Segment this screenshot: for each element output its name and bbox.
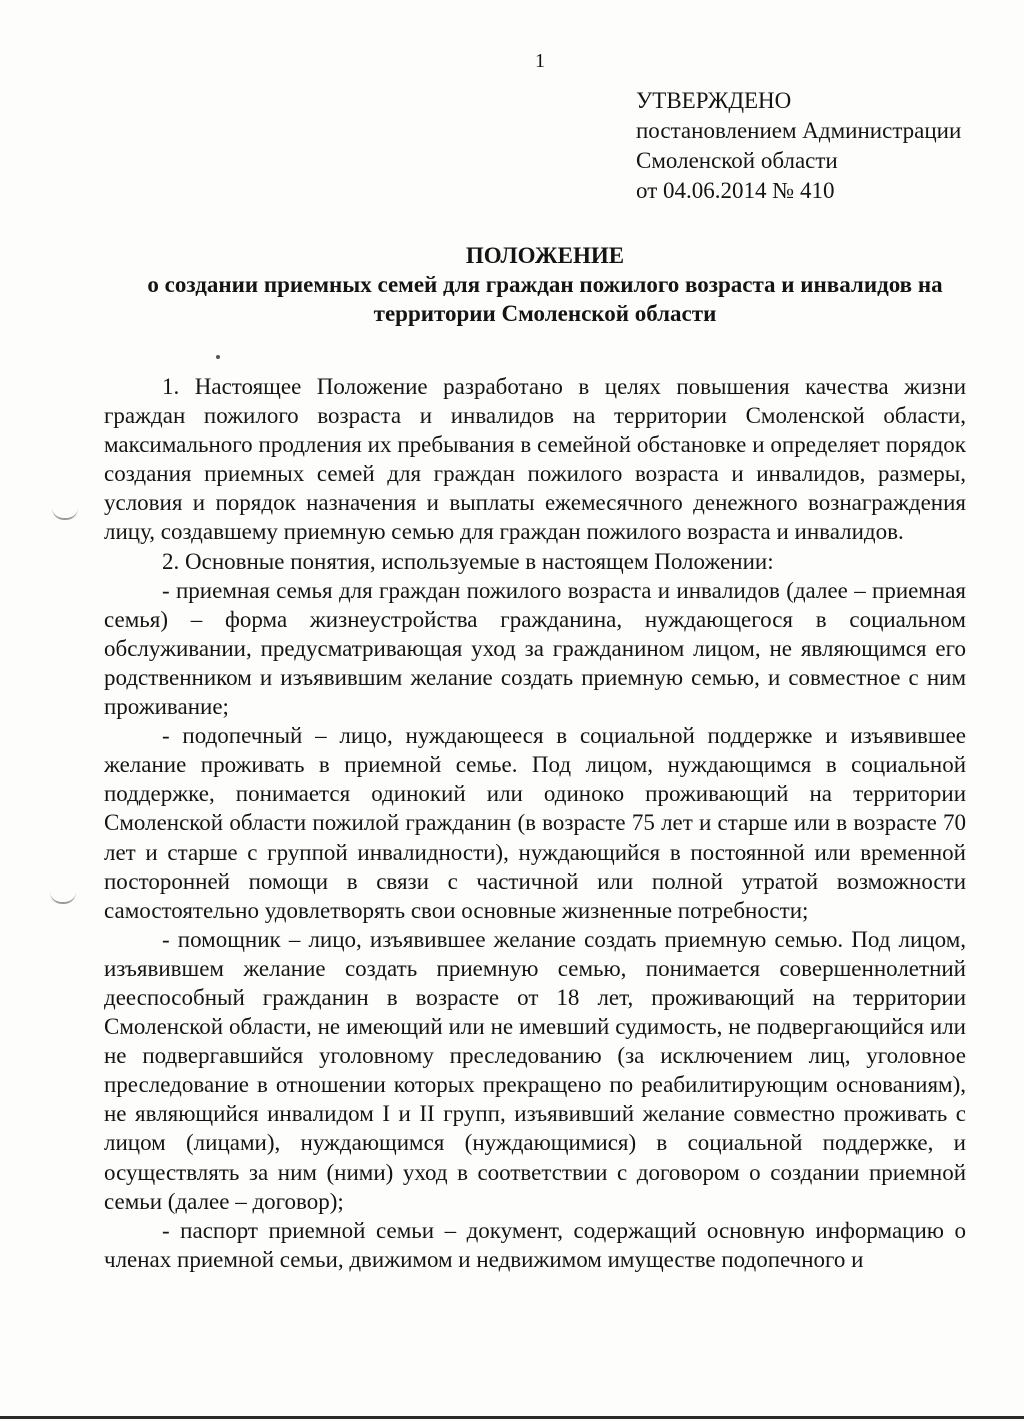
paragraph-definition-ward: - подопечный – лицо, нуждающееся в социальной поддержке и изъявившее желание проживать в приемной семье. Под лицом, нуждающимся в социальной поддержке, понимается одинокий или одиноко проживающий на территории Смоленской области пожилой гражданин (в возрасте 75 лет и старше или в возрасте 70 лет и старше с группой инвалидности), нуждающийся в постоянной или временной посторонней помощи в связи с частичной или полной утратой возможности самостоятельно удовлетворять свои основные жизненные потребности; — [104, 723, 966, 923]
approval-heading: УТВЕРЖДЕНО — [636, 88, 792, 113]
paragraph-definition-passport: - паспорт приемной семьи – документ, содержащий основную информацию о членах приемной семьи, движимом и недвижимом имуществе подопечного и — [104, 1217, 966, 1272]
title-subject-line-1: о создании приемных семей для граждан пожилого возраста и инвалидов на — [147, 272, 943, 297]
document-title — [100, 241, 990, 328]
hole-punch-mark-lower — [50, 892, 76, 904]
paragraph-2: 2. Основные понятия, используемые в настоящем Положении: — [162, 548, 774, 574]
paragraph-definition-assistant: - помощник – лицо, изъявившее желание создать приемную семью. Под лицом, изъявившем желание создать приемную семью, понимается совершеннолетний дееспособный гражданин в возрасте от 18 лет, проживающий на территории Смоленской области, не имеющий или не имевший судимость, не подвергающийся или не подвергавшийся уголовному преследованию (за исключением лиц, уголовное преследование в отношении которых прекращено по реабилитирующим основаниям), не являющийся инвалидом I и II групп, изъявивший желание совместно проживать с лицом (лицами), нуждающимся (нуждающимися) в социальной поддержке, и осуществлять за ним (ними) уход в соответствии с договором о создании приемной семьи (далее – договор); — [104, 926, 966, 1214]
scan-dot-mark — [216, 355, 220, 359]
scan-bottom-edge — [0, 1416, 1024, 1419]
approval-region: Смоленской области — [636, 148, 838, 173]
paragraph-definition-foster-family: - приемная семья для граждан пожилого возраста и инвалидов (далее – приемная семья) – форма жизнеустройства гражданина, нуждающегося в социальном обслуживании, предусматривающая уход за гражданином лицом, не являющимся его родственником и изъявившим желание создать приемную семью, и совместное с ним проживание; — [104, 577, 966, 720]
approval-issuer: постановлением Администрации — [636, 118, 962, 143]
approval-date-number: от 04.06.2014 № 410 — [636, 178, 835, 203]
hole-punch-mark-upper — [52, 508, 78, 520]
title-subject-line-2: территории Смоленской области — [373, 301, 717, 326]
approval-stamp-block — [636, 86, 961, 206]
title-heading: ПОЛОЖЕНИЕ — [465, 243, 625, 268]
page-number: 1 — [535, 50, 545, 72]
document-body — [104, 372, 966, 1274]
paragraph-1: 1. Настоящее Положение разработано в целях повышения качества жизни граждан пожилого возраста и инвалидов на территории Смоленской области, максимального продления их пребывания в семейной обстановке и определяет порядок создания приемных семей для граждан пожилого возраста и инвалидов, размеры, условия и порядок назначения и выплаты ежемесячного денежного вознаграждения лицу, создавшему приемную семью для граждан пожилого возраста и инвалидов. — [104, 374, 966, 545]
